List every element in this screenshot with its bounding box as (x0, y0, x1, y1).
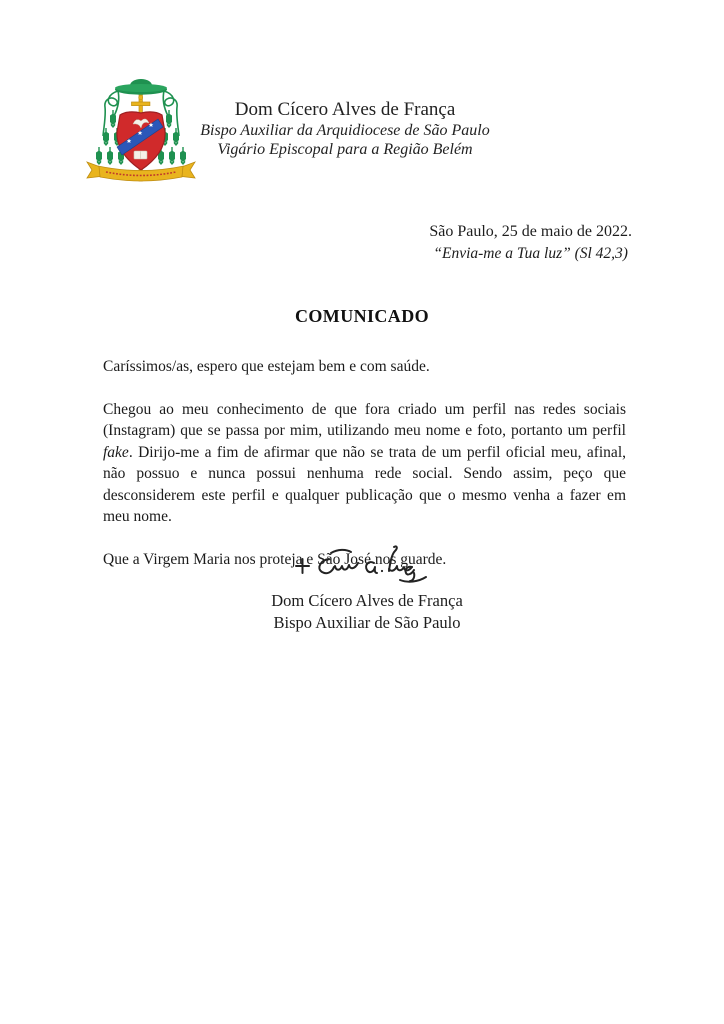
shield-icon (117, 112, 165, 170)
scripture-epigraph: “Envia-me a Tua luz” (Sl 42,3) (433, 245, 628, 262)
handwritten-signature (288, 538, 440, 588)
letterhead-name: Dom Cícero Alves de França (234, 99, 456, 120)
book-icon (134, 151, 147, 159)
letterhead-subtitle-1: Bispo Auxiliar da Arquidiocese de São Paulo (200, 122, 490, 139)
place-and-date: São Paulo, 25 de maio de 2022. (429, 223, 632, 240)
dateline (429, 221, 632, 265)
paragraph-pre: Chegou ao meu conhecimento de que fora criado um perfil nas redes sociais (Instagram) que se passa por mim, utilizando meu nome e foto, portanto um perfil (103, 400, 626, 439)
document-title: COMUNICADO (295, 306, 429, 326)
main-paragraph (103, 399, 626, 528)
signature-block (0, 590, 724, 634)
letterhead (178, 99, 512, 159)
signer-name: Dom Cícero Alves de França (271, 591, 463, 610)
signer-role: Bispo Auxiliar de São Paulo (273, 613, 461, 632)
closing-line: Que a Virgem Maria nos proteja e São José nos guarde. (103, 550, 447, 568)
paragraph-italic-word: fake (103, 443, 129, 461)
signature-icon (288, 538, 440, 588)
salutation: Caríssimos/as, espero que estejam bem e com saúde. (103, 358, 430, 375)
paragraph-post: . Dirijo-me a fim de afirmar que não se trata de um perfil oficial meu, afinal, não possuo e nunca possui nenhuma rede social. Sendo assim, peço que desconsiderem este perfil e qualquer publicação que o mesmo venha a fazer em meu nome. (103, 443, 626, 525)
galero-icon (115, 79, 167, 95)
letterhead-subtitle-2: Vigário Episcopal para a Região Belém (217, 141, 473, 158)
